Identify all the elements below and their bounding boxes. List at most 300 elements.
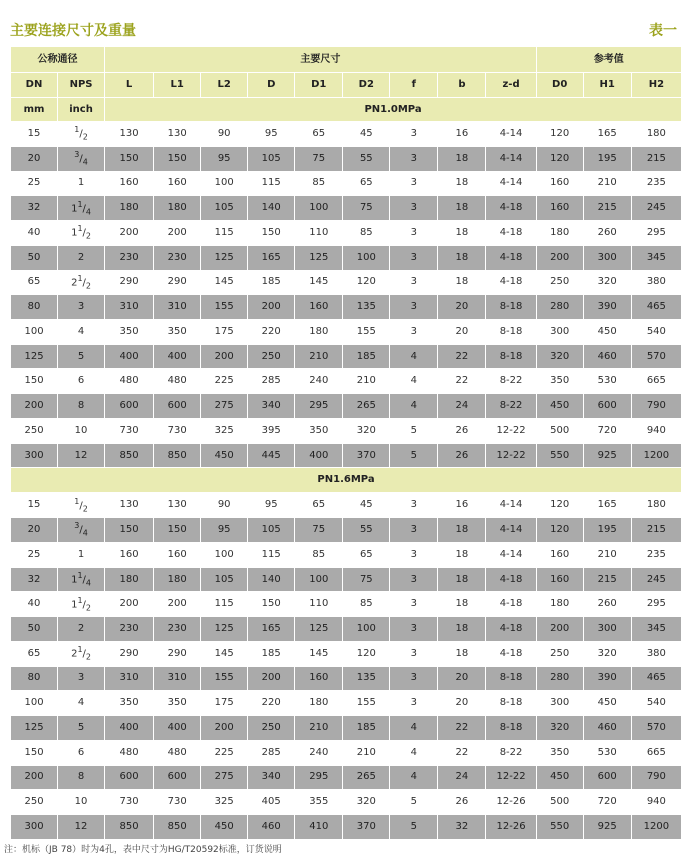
table-cell-d2: 75	[343, 196, 390, 221]
table-cell-b: 16	[438, 122, 486, 147]
page-title: 主要连接尺寸及重量	[10, 23, 136, 39]
table-cell-l: 150	[105, 146, 154, 171]
table-cell-b: 18	[438, 196, 486, 221]
table-cell-h1: 390	[583, 666, 631, 691]
table-cell-dn: 300	[11, 815, 58, 840]
table-cell-l: 230	[105, 617, 154, 642]
table-cell-d: 105	[248, 146, 295, 171]
table-cell-d: 285	[248, 740, 295, 765]
table-row	[11, 245, 682, 270]
table-cell-l2: 155	[201, 295, 248, 320]
table-cell-dn: 25	[11, 171, 58, 196]
table-cell-d: 115	[248, 542, 295, 567]
column-header-f: f	[390, 73, 438, 98]
table-cell-d1: 210	[295, 344, 343, 369]
table-cell-d2: 85	[343, 221, 390, 246]
table-cell-d1: 240	[295, 369, 343, 394]
table-cell-nps: 2	[58, 617, 105, 642]
section-row	[11, 98, 682, 122]
table-cell-z-d: 8-22	[486, 394, 536, 419]
table-cell-d0: 300	[536, 691, 583, 716]
table-cell-h1: 195	[583, 518, 631, 543]
footnote: 注：机标（JB 78）时为4孔，表中尺寸为HG/T20592标准，订货说明	[4, 845, 282, 855]
table-cell-d2: 265	[343, 765, 390, 790]
table-cell-l2: 105	[201, 567, 248, 592]
table-cell-b: 22	[438, 716, 486, 741]
table-cell-d2: 45	[343, 493, 390, 518]
table-cell-l2: 225	[201, 740, 248, 765]
table-cell-d1: 355	[295, 790, 343, 815]
table-cell-z-d: 4-18	[486, 617, 536, 642]
table-row	[11, 567, 682, 592]
table-cell-d: 165	[248, 617, 295, 642]
table-cell-f: 4	[390, 369, 438, 394]
table-cell-l: 480	[105, 740, 154, 765]
table-cell-dn: 32	[11, 196, 58, 221]
table-cell-l: 480	[105, 369, 154, 394]
table-cell-d2: 370	[343, 443, 390, 468]
table-row	[11, 270, 682, 295]
table-cell-l: 130	[105, 493, 154, 518]
table-cell-d1: 160	[295, 666, 343, 691]
table-cell-z-d: 4-18	[486, 641, 536, 666]
table-cell-nps: 5	[58, 344, 105, 369]
table-cell-l1: 730	[154, 418, 201, 443]
table-cell-d1: 75	[295, 146, 343, 171]
table-cell-l2: 105	[201, 196, 248, 221]
table-cell-dn: 100	[11, 320, 58, 345]
table-cell-nps: $1^1/_2$	[58, 221, 105, 246]
table-cell-l: 400	[105, 716, 154, 741]
table-cell-f: 3	[390, 122, 438, 147]
table-cell-d0: 450	[536, 765, 583, 790]
table-cell-d2: 135	[343, 295, 390, 320]
table-cell-l2: 175	[201, 320, 248, 345]
table-cell-z-d: 8-18	[486, 691, 536, 716]
table-row	[11, 617, 682, 642]
table-cell-l2: 90	[201, 122, 248, 147]
column-header-d1: D1	[295, 73, 343, 98]
table-cell-d: 200	[248, 666, 295, 691]
table-cell-l2: 325	[201, 418, 248, 443]
table-cell-d1: 295	[295, 394, 343, 419]
table-cell-h2: 295	[631, 221, 681, 246]
table-row	[11, 493, 682, 518]
table-cell-d: 105	[248, 518, 295, 543]
table-cell-l2: 95	[201, 146, 248, 171]
table-cell-d0: 550	[536, 815, 583, 840]
table-cell-l: 850	[105, 815, 154, 840]
table-cell-d1: 100	[295, 567, 343, 592]
table-cell-d1: 240	[295, 740, 343, 765]
table-cell-d0: 180	[536, 221, 583, 246]
table-cell-d1: 110	[295, 221, 343, 246]
table-cell-z-d: 4-14	[486, 518, 536, 543]
table-cell-d: 445	[248, 443, 295, 468]
table-cell-dn: 80	[11, 666, 58, 691]
table-cell-dn: 50	[11, 617, 58, 642]
table-cell-z-d: 4-14	[486, 146, 536, 171]
table-cell-h2: 245	[631, 567, 681, 592]
table-cell-l: 400	[105, 344, 154, 369]
table-cell-d2: 185	[343, 344, 390, 369]
table-cell-nps: 12	[58, 443, 105, 468]
table-cell-nps: $^3/_4$	[58, 146, 105, 171]
table-row	[11, 369, 682, 394]
table-cell-l1: 130	[154, 493, 201, 518]
table-cell-h2: 235	[631, 171, 681, 196]
table-cell-d0: 350	[536, 740, 583, 765]
table-cell-d2: 135	[343, 666, 390, 691]
table-cell-l1: 150	[154, 518, 201, 543]
table-cell-z-d: 8-18	[486, 320, 536, 345]
table-row	[11, 295, 682, 320]
table-cell-f: 4	[390, 394, 438, 419]
table-cell-f: 3	[390, 592, 438, 617]
table-cell-l: 350	[105, 320, 154, 345]
table-cell-nps: $2^1/_2$	[58, 641, 105, 666]
table-cell-dn: 200	[11, 394, 58, 419]
table-cell-d: 185	[248, 270, 295, 295]
table-cell-h1: 300	[583, 245, 631, 270]
table-cell-l2: 100	[201, 171, 248, 196]
table-cell-l1: 160	[154, 542, 201, 567]
table-cell-d1: 160	[295, 295, 343, 320]
table-cell-f: 3	[390, 542, 438, 567]
table-cell-d2: 120	[343, 270, 390, 295]
table-cell-f: 3	[390, 320, 438, 345]
table-cell-l2: 325	[201, 790, 248, 815]
table-cell-f: 3	[390, 666, 438, 691]
table-cell-z-d: 8-18	[486, 716, 536, 741]
table-cell-d0: 120	[536, 493, 583, 518]
table-cell-l2: 225	[201, 369, 248, 394]
table-cell-d: 220	[248, 691, 295, 716]
table-row	[11, 641, 682, 666]
table-cell-d1: 180	[295, 691, 343, 716]
table-cell-z-d: 12-26	[486, 815, 536, 840]
table-cell-z-d: 4-14	[486, 122, 536, 147]
dimension-table	[10, 46, 682, 840]
table-cell-f: 4	[390, 344, 438, 369]
table-cell-d: 340	[248, 765, 295, 790]
table-cell-dn: 25	[11, 542, 58, 567]
table-cell-l: 230	[105, 245, 154, 270]
table-cell-dn: 15	[11, 493, 58, 518]
column-header-dn: DN	[11, 73, 58, 98]
table-cell-l: 730	[105, 418, 154, 443]
table-cell-nps: $1^1/_4$	[58, 567, 105, 592]
table-cell-l2: 95	[201, 518, 248, 543]
table-cell-f: 3	[390, 196, 438, 221]
table-cell-l: 200	[105, 221, 154, 246]
table-cell-d0: 500	[536, 790, 583, 815]
table-cell-b: 18	[438, 617, 486, 642]
table-cell-d0: 120	[536, 122, 583, 147]
table-cell-l1: 230	[154, 617, 201, 642]
table-cell-b: 16	[438, 493, 486, 518]
table-cell-f: 3	[390, 270, 438, 295]
table-row	[11, 518, 682, 543]
table-cell-l1: 200	[154, 221, 201, 246]
table-cell-f: 4	[390, 740, 438, 765]
table-cell-z-d: 4-18	[486, 592, 536, 617]
table-cell-d2: 210	[343, 369, 390, 394]
table-cell-h2: 940	[631, 418, 681, 443]
table-cell-l2: 200	[201, 344, 248, 369]
table-cell-d2: 370	[343, 815, 390, 840]
table-cell-d2: 75	[343, 567, 390, 592]
table-cell-h1: 320	[583, 641, 631, 666]
table-cell-h2: 180	[631, 493, 681, 518]
table-cell-f: 3	[390, 641, 438, 666]
table-cell-nps: 10	[58, 790, 105, 815]
table-cell-z-d: 12-22	[486, 443, 536, 468]
table-cell-l2: 145	[201, 270, 248, 295]
table-cell-l2: 200	[201, 716, 248, 741]
table-cell-h1: 460	[583, 344, 631, 369]
table-cell-b: 18	[438, 567, 486, 592]
table-cell-d: 140	[248, 567, 295, 592]
table-cell-l: 200	[105, 592, 154, 617]
table-cell-l1: 400	[154, 344, 201, 369]
table-cell-l1: 350	[154, 691, 201, 716]
table-cell-d0: 320	[536, 716, 583, 741]
table-cell-l: 150	[105, 518, 154, 543]
table-cell-l1: 480	[154, 369, 201, 394]
unit-inch: inch	[58, 98, 105, 122]
table-cell-nps: 8	[58, 394, 105, 419]
table-row	[11, 196, 682, 221]
table-cell-b: 26	[438, 790, 486, 815]
table-cell-d0: 200	[536, 617, 583, 642]
table-cell-nps: 8	[58, 765, 105, 790]
table-row	[11, 344, 682, 369]
table-cell-b: 26	[438, 443, 486, 468]
table-cell-h1: 460	[583, 716, 631, 741]
table-cell-nps: 4	[58, 320, 105, 345]
table-cell-f: 3	[390, 245, 438, 270]
table-cell-nps: 5	[58, 716, 105, 741]
table-cell-f: 3	[390, 493, 438, 518]
table-cell-h2: 540	[631, 320, 681, 345]
table-cell-h2: 465	[631, 295, 681, 320]
table-cell-d1: 125	[295, 617, 343, 642]
table-row	[11, 765, 682, 790]
table-cell-l1: 850	[154, 815, 201, 840]
table-cell-dn: 15	[11, 122, 58, 147]
table-row	[11, 691, 682, 716]
table-cell-z-d: 8-22	[486, 740, 536, 765]
table-cell-f: 3	[390, 171, 438, 196]
table-cell-l: 130	[105, 122, 154, 147]
table-cell-l2: 115	[201, 592, 248, 617]
table-row	[11, 122, 682, 147]
column-header-nps: NPS	[58, 73, 105, 98]
table-cell-d: 340	[248, 394, 295, 419]
table-cell-h2: 790	[631, 765, 681, 790]
table-cell-d2: 65	[343, 542, 390, 567]
table-cell-h1: 925	[583, 443, 631, 468]
table-cell-l1: 600	[154, 765, 201, 790]
table-cell-l2: 450	[201, 443, 248, 468]
table-cell-d2: 45	[343, 122, 390, 147]
table-cell-h1: 215	[583, 567, 631, 592]
table-cell-d2: 185	[343, 716, 390, 741]
table-cell-dn: 125	[11, 716, 58, 741]
table-cell-nps: $^1/_2$	[58, 122, 105, 147]
table-cell-h1: 300	[583, 617, 631, 642]
table-cell-l: 350	[105, 691, 154, 716]
table-cell-l2: 115	[201, 221, 248, 246]
table-cell-z-d: 4-14	[486, 171, 536, 196]
table-cell-f: 3	[390, 295, 438, 320]
table-cell-l2: 125	[201, 617, 248, 642]
table-cell-b: 18	[438, 641, 486, 666]
table-cell-h2: 215	[631, 146, 681, 171]
table-cell-d0: 300	[536, 320, 583, 345]
table-cell-d1: 65	[295, 493, 343, 518]
table-cell-l1: 350	[154, 320, 201, 345]
table-row	[11, 790, 682, 815]
table-row	[11, 666, 682, 691]
table-cell-d0: 120	[536, 518, 583, 543]
header-main-dimensions: 主要尺寸	[105, 47, 537, 73]
table-cell-l1: 600	[154, 394, 201, 419]
table-cell-b: 18	[438, 542, 486, 567]
table-cell-d0: 200	[536, 245, 583, 270]
table-cell-h2: 295	[631, 592, 681, 617]
table-row	[11, 394, 682, 419]
table-cell-l2: 450	[201, 815, 248, 840]
table-cell-d2: 265	[343, 394, 390, 419]
table-cell-f: 3	[390, 617, 438, 642]
table-cell-d0: 120	[536, 146, 583, 171]
table-cell-d: 185	[248, 641, 295, 666]
table-cell-d0: 160	[536, 542, 583, 567]
table-cell-l: 730	[105, 790, 154, 815]
table-cell-l: 160	[105, 171, 154, 196]
table-cell-f: 5	[390, 815, 438, 840]
table-cell-z-d: 8-18	[486, 344, 536, 369]
table-cell-h2: 245	[631, 196, 681, 221]
table-cell-h1: 600	[583, 394, 631, 419]
table-cell-h1: 450	[583, 320, 631, 345]
header-nominal-bore: 公称通径	[11, 47, 105, 73]
table-cell-d0: 350	[536, 369, 583, 394]
table-cell-h2: 215	[631, 518, 681, 543]
table-cell-d1: 350	[295, 418, 343, 443]
column-header-z-d: z-d	[486, 73, 536, 98]
table-cell-dn: 125	[11, 344, 58, 369]
table-cell-dn: 200	[11, 765, 58, 790]
table-cell-d2: 120	[343, 641, 390, 666]
table-cell-d1: 295	[295, 765, 343, 790]
table-cell-d1: 100	[295, 196, 343, 221]
table-cell-h2: 1200	[631, 815, 681, 840]
table-cell-f: 5	[390, 443, 438, 468]
table-cell-l: 160	[105, 542, 154, 567]
table-cell-nps: 1	[58, 171, 105, 196]
table-cell-d: 405	[248, 790, 295, 815]
table-cell-d0: 320	[536, 344, 583, 369]
table-cell-f: 3	[390, 146, 438, 171]
table-cell-l1: 150	[154, 146, 201, 171]
table-cell-nps: 3	[58, 666, 105, 691]
table-cell-d0: 250	[536, 270, 583, 295]
table-cell-d: 115	[248, 171, 295, 196]
table-cell-l1: 730	[154, 790, 201, 815]
table-cell-h1: 210	[583, 542, 631, 567]
table-cell-h2: 180	[631, 122, 681, 147]
table-cell-l1: 130	[154, 122, 201, 147]
table-cell-nps: $^1/_2$	[58, 493, 105, 518]
table-cell-d2: 85	[343, 592, 390, 617]
table-cell-d1: 85	[295, 171, 343, 196]
table-cell-d2: 55	[343, 146, 390, 171]
table-cell-h2: 345	[631, 617, 681, 642]
table-cell-nps: 1	[58, 542, 105, 567]
table-cell-z-d: 4-18	[486, 221, 536, 246]
table-cell-h1: 530	[583, 740, 631, 765]
table-cell-b: 32	[438, 815, 486, 840]
table-cell-f: 4	[390, 716, 438, 741]
table-cell-h1: 260	[583, 592, 631, 617]
table-cell-l: 600	[105, 765, 154, 790]
table-cell-l: 180	[105, 196, 154, 221]
table-cell-f: 5	[390, 418, 438, 443]
column-header-d2: D2	[343, 73, 390, 98]
table-cell-d1: 400	[295, 443, 343, 468]
table-cell-dn: 80	[11, 295, 58, 320]
table-cell-b: 18	[438, 592, 486, 617]
table-cell-d1: 410	[295, 815, 343, 840]
table-cell-d: 150	[248, 592, 295, 617]
table-cell-d: 165	[248, 245, 295, 270]
table-cell-h1: 925	[583, 815, 631, 840]
table-cell-b: 18	[438, 518, 486, 543]
table-cell-b: 26	[438, 418, 486, 443]
table-cell-l2: 100	[201, 542, 248, 567]
table-cell-dn: 300	[11, 443, 58, 468]
section-row	[11, 468, 682, 493]
table-cell-b: 20	[438, 320, 486, 345]
table-cell-b: 18	[438, 146, 486, 171]
table-cell-b: 18	[438, 221, 486, 246]
table-cell-l: 850	[105, 443, 154, 468]
table-cell-l1: 180	[154, 196, 201, 221]
table-cell-f: 5	[390, 790, 438, 815]
table-cell-dn: 150	[11, 369, 58, 394]
table-cell-h1: 165	[583, 122, 631, 147]
table-cell-d1: 145	[295, 270, 343, 295]
table-cell-dn: 250	[11, 790, 58, 815]
table-cell-d0: 550	[536, 443, 583, 468]
table-cell-dn: 250	[11, 418, 58, 443]
table-cell-h2: 665	[631, 740, 681, 765]
table-cell-b: 22	[438, 369, 486, 394]
table-cell-d1: 180	[295, 320, 343, 345]
table-cell-d: 150	[248, 221, 295, 246]
table-row	[11, 320, 682, 345]
table-cell-h1: 165	[583, 493, 631, 518]
table-cell-dn: 20	[11, 518, 58, 543]
unit-mm: mm	[11, 98, 58, 122]
table-row	[11, 146, 682, 171]
table-cell-l2: 175	[201, 691, 248, 716]
table-cell-dn: 65	[11, 641, 58, 666]
table-cell-d0: 280	[536, 295, 583, 320]
